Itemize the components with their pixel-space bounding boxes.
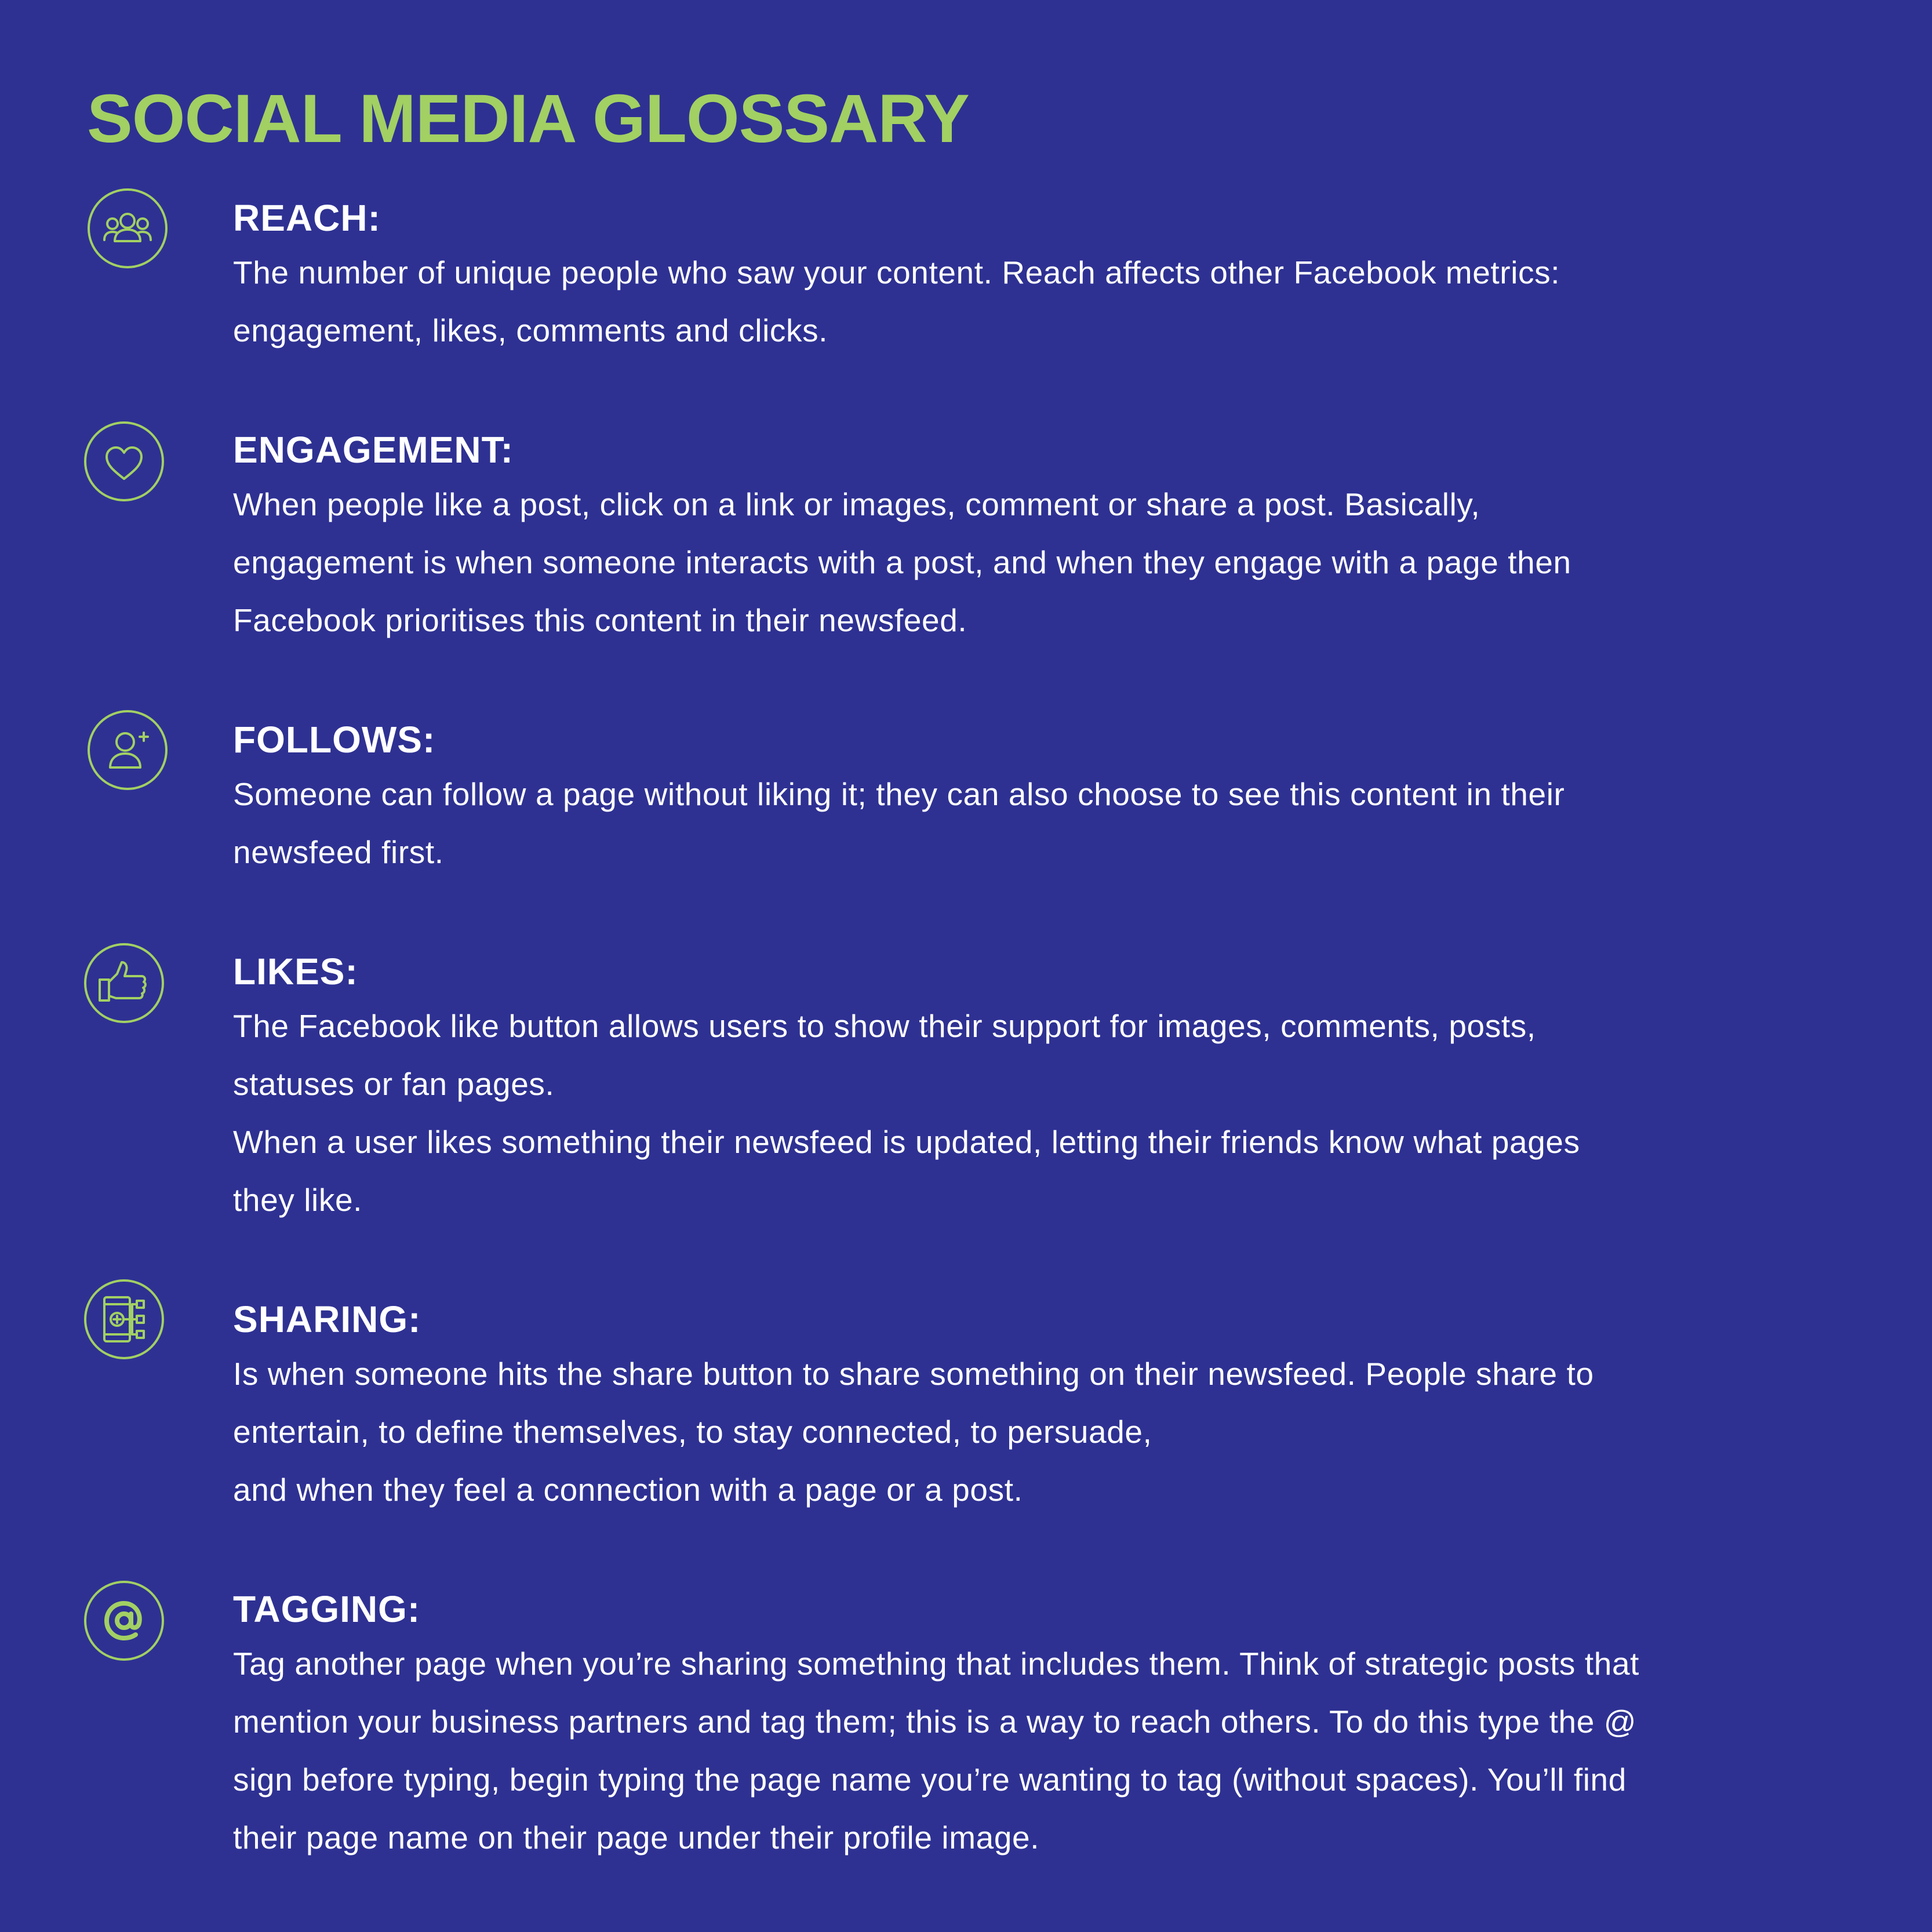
definition-line: and when they feel a connection with a page or a post. (233, 1472, 1023, 1508)
definition-line: When people like a post, click on a link or images, comment or share a post. Basically, (233, 486, 1480, 522)
page-title: SOCIAL MEDIA GLOSSARY (87, 81, 969, 157)
definition-follows (233, 765, 1856, 881)
at-sign-icon (83, 1580, 165, 1661)
definition-line: entertain, to define themselves, to stay connected, to persuade, (233, 1414, 1152, 1450)
definition-line: When a user likes something their newsfeed is updated, letting their friends know what pages (233, 1124, 1580, 1160)
definition-line: statuses or fan pages. (233, 1066, 555, 1102)
definition-tagging (233, 1635, 1856, 1866)
share-network-icon (83, 1279, 165, 1360)
definition-line: The number of unique people who saw your content. Reach affects other Facebook metrics: (233, 254, 1560, 290)
people-group-icon (87, 188, 168, 269)
definition-line: mention your business partners and tag them; this is a way to reach others. To do this type the @ (233, 1704, 1637, 1740)
term-reach: REACH: (233, 197, 381, 239)
term-follows: FOLLOWS: (233, 719, 436, 761)
term-sharing: SHARING: (233, 1298, 421, 1340)
add-user-icon (87, 710, 168, 791)
definition-line: newsfeed first. (233, 834, 444, 870)
term-tagging: TAGGING: (233, 1588, 421, 1630)
definition-engagement (233, 475, 1856, 649)
definition-line: Facebook prioritises this content in their newsfeed. (233, 602, 967, 638)
term-likes: LIKES: (233, 951, 358, 992)
definition-line: they like. (233, 1182, 363, 1218)
definition-line: their page name on their page under their profile image. (233, 1820, 1040, 1855)
definition-line: The Facebook like button allows users to show their support for images, comments, posts, (233, 1008, 1536, 1044)
definition-line: engagement is when someone interacts with a post, and when they engage with a page then (233, 544, 1571, 580)
heart-icon (83, 421, 165, 502)
definition-line: Is when someone hits the share button to share something on their newsfeed. People share to (233, 1356, 1594, 1392)
definition-line: Someone can follow a page without liking it; they can also choose to see this content in their (233, 776, 1565, 812)
thumbs-up-icon (83, 943, 165, 1024)
definition-reach (233, 243, 1856, 359)
definition-sharing (233, 1345, 1856, 1519)
definition-line: Tag another page when you’re sharing something that includes them. Think of strategic posts that (233, 1646, 1640, 1682)
definition-likes (233, 997, 1856, 1229)
term-engagement: ENGAGEMENT: (233, 429, 514, 471)
definition-line: sign before typing, begin typing the page name you’re wanting to tag (without spaces). You’ll find (233, 1762, 1627, 1798)
definition-line: engagement, likes, comments and clicks. (233, 312, 828, 348)
